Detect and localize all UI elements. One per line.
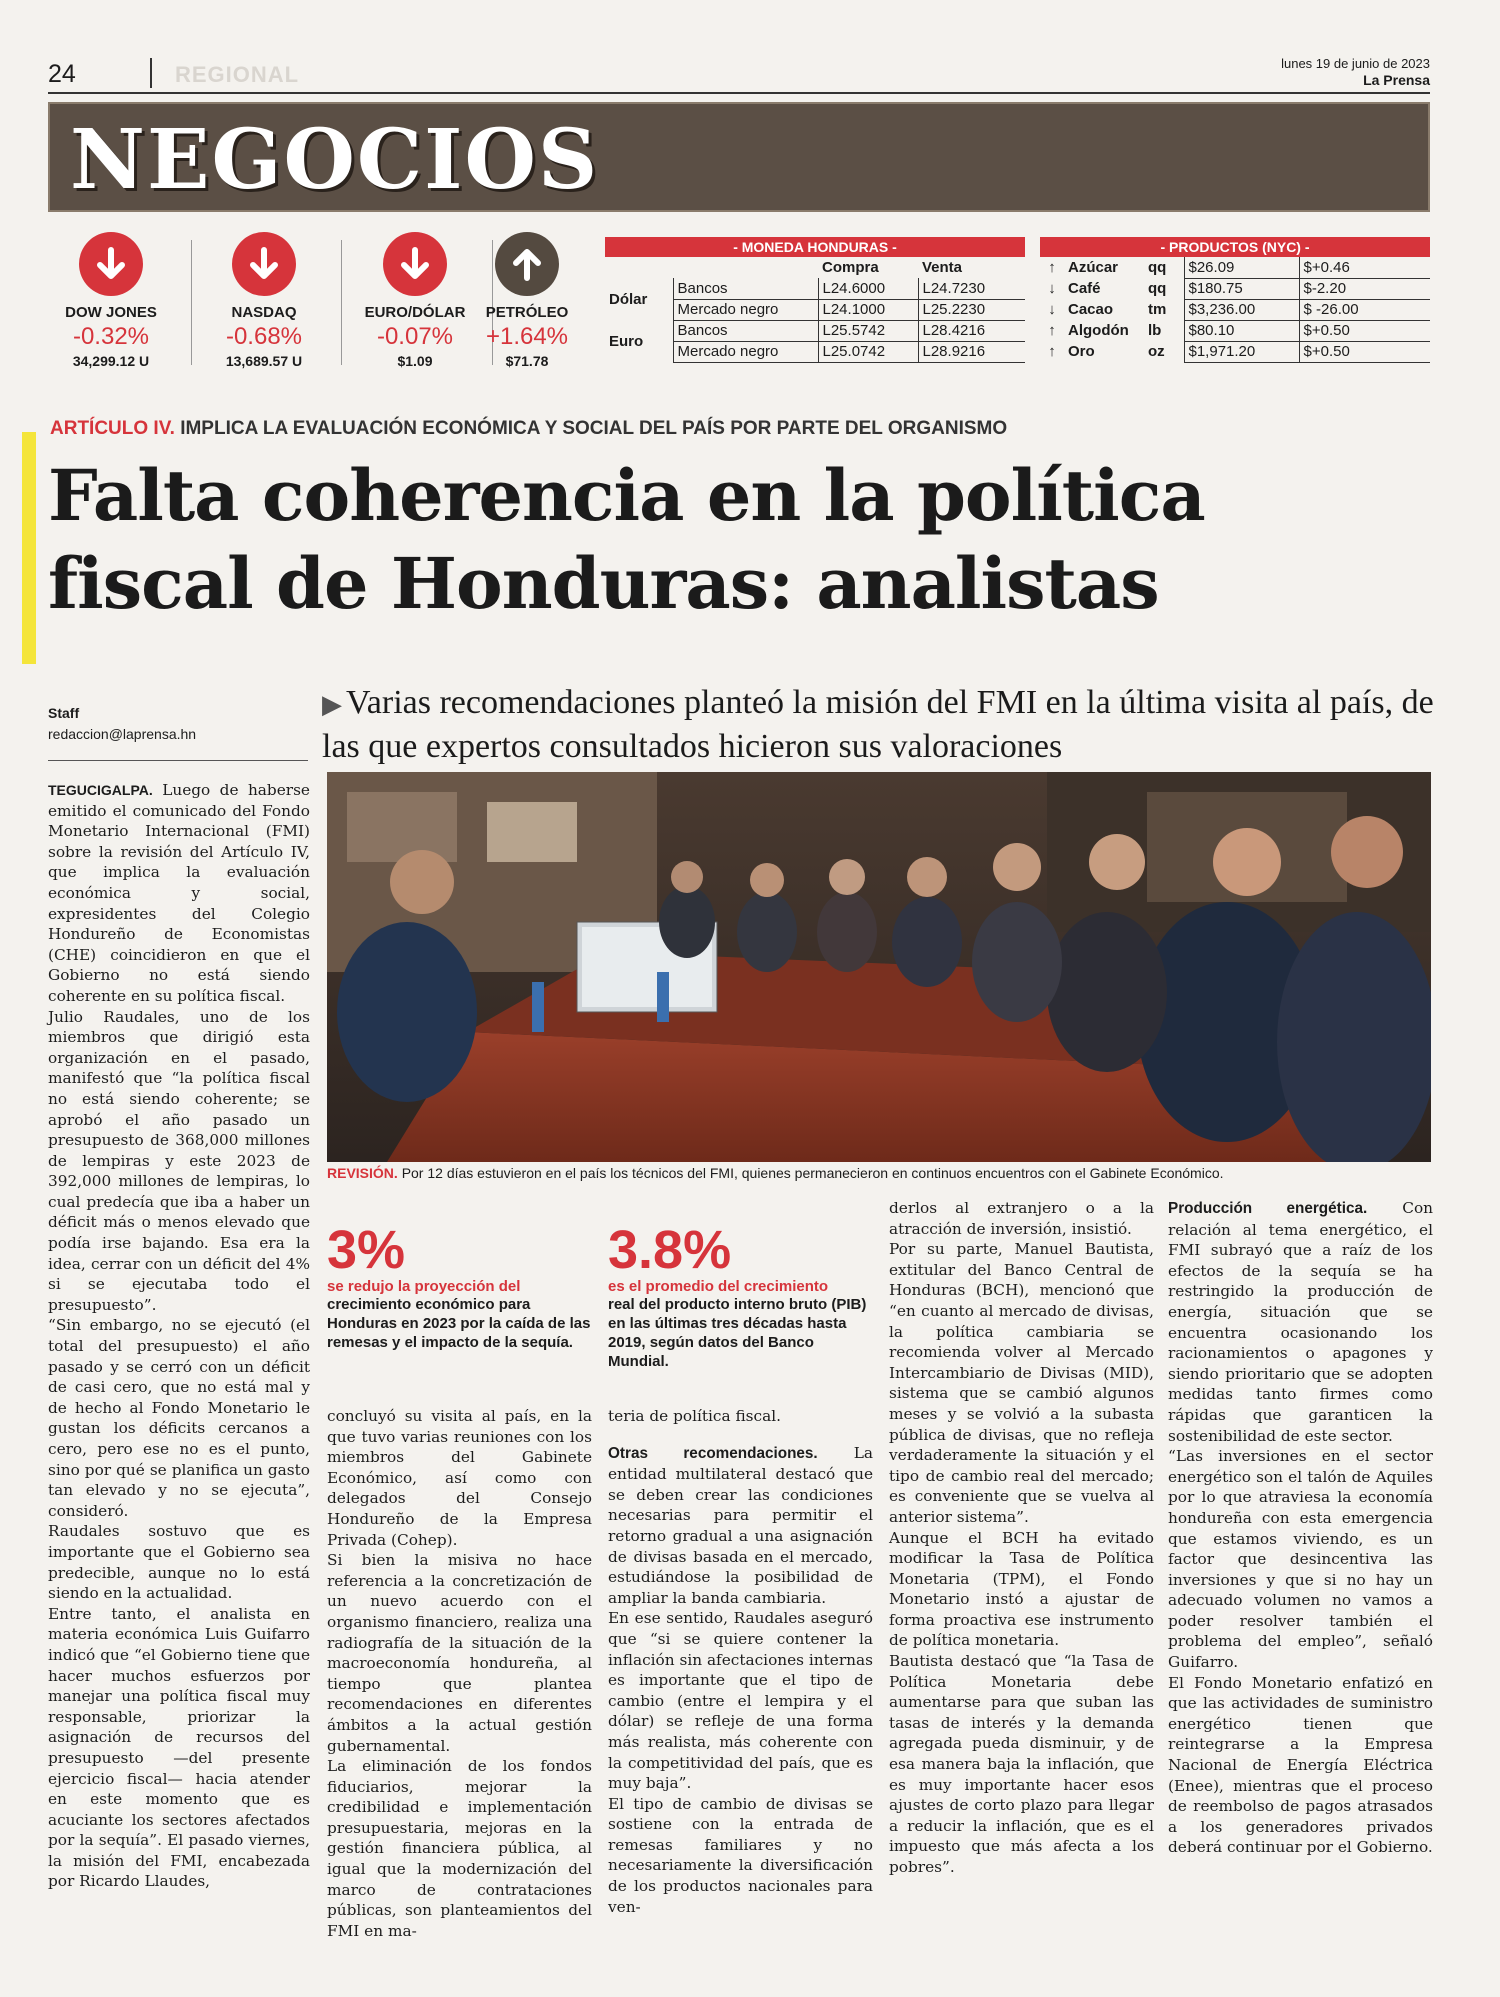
- paragraph: [48, 780, 310, 1007]
- paragraph: En ese sentido, Raudales aseguró que “si se quiere contener la inflación sin afectaciones internas es importante que el tipo de cambio (entre el lempira y el dólar) se refleje de una forma más realista, más coherente con la competitividad del país, que es muy baja”.: [608, 1609, 873, 1793]
- buy-value: L24.1000: [818, 299, 918, 320]
- kicker-text: IMPLICA LA EVALUACIÓN ECONÓMICA Y SOCIAL DEL PAÍS POR PARTE DEL ORGANISMO: [180, 418, 1008, 439]
- paragraph: Aunque el BCH ha evitado modificar la Tasa de Política Monetaria (TPM), el Fondo Monetario instó a ajustar de forma proactiva ese instrumento de política monetaria.: [889, 1528, 1154, 1650]
- product-name: Algodón: [1068, 322, 1129, 339]
- stat-number: 3.8%: [608, 1220, 732, 1280]
- paragraph-text: Luego de haberse emitido el comunicado del Fondo Monetario Internacional (FMI) sobre la revisión del Artículo IV, que implica la evaluación económica y social, expresidentes del Colegio Hondureño de Economistas (CHE) coincidieron en que el Gobierno no está siendo coherente en su política fiscal.: [48, 781, 310, 1005]
- table-row: [1040, 299, 1430, 320]
- product-change: $+0.50: [1299, 320, 1430, 341]
- article-deck: [322, 682, 1442, 768]
- arrow-down-icon: [79, 232, 143, 296]
- paper-name: La Prensa: [1363, 72, 1430, 88]
- indicator-value: 34,299.12 U: [72, 353, 150, 369]
- currency-name: Dólar: [609, 290, 648, 308]
- product-unit: oz: [1148, 343, 1165, 360]
- products-table: [1040, 237, 1430, 363]
- product-change: $+0.50: [1299, 341, 1430, 362]
- buy-header: Compra: [822, 259, 879, 276]
- article-column-1: [48, 780, 310, 1892]
- article-headline: [48, 452, 1448, 628]
- paragraph: Por su parte, Manuel Bautista, extitular del Banco Central de Honduras (BCH), mencionó que “en cuanto al mercado de divisas, la política cambiaria se recomienda volver al Mercado Intercambiario de Divisas (MID), sistema que se cambió algunos meses y se volvió a la subasta pública de divisas, que no refleja verdaderamente la situación y el tipo de cambio real del mercado; es conveniente que se vuelva al anterior sistema”.: [889, 1240, 1154, 1526]
- trend-arrow-icon: ↓: [1048, 301, 1056, 318]
- sell-value: L24.7230: [918, 278, 1025, 299]
- table-row: [1040, 320, 1430, 341]
- table-row: [1040, 278, 1430, 299]
- product-name: Oro: [1068, 343, 1095, 360]
- paragraph: [608, 1443, 873, 1609]
- indicator-change: -0.68%: [225, 323, 303, 350]
- paragraph: Entre tanto, el analista en materia económica Luis Guifarro indicó que “el Gobierno tiene que hacer muchos esfuerzos por manejar una política fiscal muy responsable, priorizar la asignación de recursos del presupuesto —del presente ejercicio fiscal— hacia atender en este momento que es acuciante los sectores afectados por la sequía”. El pasado viernes, la misión del FMI, encabezada por Ricardo Llaudes,: [48, 1604, 310, 1891]
- table-row: [605, 320, 1025, 341]
- issue-date: lunes 19 de junio de 2023: [1281, 56, 1430, 71]
- paragraph: concluyó su visita al país, en la que tuvo varias reuniones con los miembros del Gabinete Económico, así como con delegados del Consejo Hondureño de la Empresa Privada (Cohep).: [327, 1407, 592, 1549]
- subhead: Otras recomendaciones.: [608, 1444, 818, 1462]
- triangle-bullet-icon: ▶: [322, 690, 342, 719]
- paragraph: teria de política fiscal.: [608, 1407, 781, 1425]
- indicator-dow-jones: [36, 232, 186, 369]
- product-name: Café: [1068, 280, 1101, 297]
- indicator-change: -0.07%: [376, 323, 454, 350]
- product-change: $+0.46: [1299, 257, 1430, 278]
- product-name: Cacao: [1068, 301, 1114, 318]
- product-unit: qq: [1148, 280, 1167, 297]
- sell-value: L25.2230: [918, 299, 1025, 320]
- meeting-photo: [327, 772, 1431, 1162]
- paragraph-text: Con relación al tema energético, el FMI subrayó que a raíz de los efectos de la sequía se ha restringido la producción de energía, situación que se encuentra ocasionando los racionamientos o apagones y siendo prioritario que se adopten medidas tanto firmes como rápidas que garanticen la sostenibilidad de este sector.: [1168, 1199, 1433, 1445]
- trend-arrow-icon: ↑: [1048, 322, 1056, 339]
- stat-box: [327, 1222, 592, 1352]
- caption-label: REVISIÓN.: [327, 1165, 398, 1181]
- indicator-change: -0.32%: [72, 323, 150, 350]
- indicator-name: NASDAQ: [231, 304, 297, 321]
- highlighter-mark: [22, 432, 36, 664]
- paragraph: “Sin embargo, no se ejecutó (el total del presupuesto) el año pasado y se cerró con un déficit de casi cero, que no está mal y de hecho al Fondo Monetario le gustan los déficits cercanos a cero, pero ese no es el punto, sino por qué se planifica un gasto tan elevado y no se ejecuta”, consideró.: [48, 1316, 310, 1520]
- buy-value: L24.6000: [818, 278, 918, 299]
- paragraph: derlos al extranjero o a la atracción de inversión, insistió.: [889, 1199, 1154, 1238]
- page-number: 24: [48, 60, 76, 88]
- meeting-illustration: [327, 772, 1431, 1162]
- product-unit: qq: [1148, 259, 1167, 276]
- dateline: TEGUCIGALPA.: [48, 782, 153, 798]
- buy-value: L25.0742: [818, 341, 918, 362]
- article-column-2: [327, 1406, 592, 1941]
- sell-value: L28.4216: [918, 320, 1025, 341]
- paragraph: El Fondo Monetario enfatizó en que las actividades de suministro energético tienen que reintegrarse a la Empresa Nacional de Energía Eléctrica (Enee), mientras que el proceso de reembolso de pagos atrasados a los generadores privados deberá continuar por el Gobierno.: [1168, 1673, 1433, 1857]
- byline: Staff: [48, 705, 80, 721]
- market-name: Bancos: [673, 278, 818, 299]
- indicator-value: $1.09: [397, 353, 433, 369]
- stat-text: crecimiento económico para Honduras en 2023 por la caída de las remesas y el impacto de la sequía.: [327, 1296, 591, 1351]
- indicator-value: 13,689.57 U: [225, 353, 303, 369]
- paragraph: La eliminación de los fondos fiduciarios, mejorar la credibilidad e implementación presupuestaria, mejoras en la gestión financiera pública, al igual que la modernización del marco de contrataciones públicas, son planteamientos del FMI en ma-: [327, 1757, 592, 1940]
- show-through-text: REGIONAL: [175, 62, 300, 87]
- paragraph: El tipo de cambio de divisas se sostiene con la entrada de remesas familiares y no necesariamente la diversificación de los productos nacionales para ven-: [608, 1794, 873, 1916]
- buy-value: L25.5742: [818, 320, 918, 341]
- currency-name: Euro: [609, 332, 644, 350]
- stat-box: [608, 1222, 873, 1371]
- indicator-petroleo: [452, 232, 602, 369]
- byline-rule: [48, 760, 308, 761]
- paragraph: [1168, 1198, 1433, 1446]
- product-unit: tm: [1148, 301, 1167, 318]
- paragraph: Raudales sostuvo que es importante que el Gobierno sea predecible, aunque no lo está siendo en la actualidad.: [48, 1522, 310, 1603]
- table-row: [1040, 341, 1430, 362]
- header-rule: [48, 92, 1430, 94]
- subhead: Producción energética.: [1168, 1200, 1368, 1217]
- article-kicker: [50, 418, 1007, 440]
- arrow-down-icon: [232, 232, 296, 296]
- indicator-value: $71.78: [505, 353, 549, 369]
- trend-arrow-icon: ↑: [1048, 343, 1056, 360]
- indicator-name: DOW JONES: [65, 304, 157, 321]
- trend-arrow-icon: ↑: [1048, 259, 1056, 276]
- market-name: Mercado negro: [673, 299, 818, 320]
- arrow-up-icon: [495, 232, 559, 296]
- product-price: $180.75: [1184, 278, 1299, 299]
- product-name: Azúcar: [1068, 259, 1119, 276]
- stat-highlight: se redujo la proyección del: [327, 1278, 521, 1295]
- section-title: NEGOCIOS: [70, 112, 600, 208]
- trend-arrow-icon: ↓: [1048, 280, 1056, 297]
- products-table-title: - PRODUCTOS (NYC) -: [1040, 237, 1430, 257]
- photo-caption: [327, 1164, 1437, 1182]
- table-row: [605, 278, 1025, 299]
- paragraph: Julio Raudales, uno de los miembros que dirigió esta organización en el pasado, manifestó que “la política fiscal no está siendo coherente; se aprobó el año pasado un presupuesto de 368,000 millones de lempiras y este 2023 de 392,000 millones de lempiras, lo cual predecía que iba a haber un déficit más o menos elevado que podía irse bajando. Esa era la idea, cerrar con un déficit del 4% si se ejecutaba todo el presupuesto”.: [48, 1007, 310, 1314]
- indicator-name: PETRÓLEO: [485, 304, 569, 321]
- article-column-5: [1168, 1198, 1433, 1858]
- product-unit: lb: [1148, 322, 1162, 339]
- caption-text: Por 12 días estuvieron en el país los técnicos del FMI, quienes permanecieron en continuos encuentros con el Gabinete Económico.: [401, 1165, 1224, 1181]
- currency-table: [605, 237, 1025, 363]
- arrow-down-icon: [383, 232, 447, 296]
- header-divider: [150, 58, 152, 88]
- kicker-label: ARTÍCULO IV.: [50, 418, 175, 439]
- indicator-nasdaq: [189, 232, 339, 369]
- products-grid: [1040, 257, 1430, 363]
- table-row: [1040, 257, 1430, 278]
- section-banner: [48, 102, 1430, 212]
- deck-text: Varias recomendaciones planteó la misión del FMI en la última visita al país, de las que expertos consultados hicieron sus valoraciones: [322, 684, 1434, 765]
- product-change: $-2.20: [1299, 278, 1430, 299]
- paragraph: “Las inversiones en el sector energético son el talón de Aquiles por lo que atraviesa la economía hondureña con esta emergencia que estamos viviendo, es un factor que desincentiva las inversiones y que si no hay un adecuado volumen no vamos a poder resolver también el problema del empleo”, señaló Guifarro.: [1168, 1447, 1433, 1672]
- market-name: Mercado negro: [673, 341, 818, 362]
- stat-number: 3%: [327, 1220, 406, 1280]
- indicator-change: +1.64%: [485, 323, 569, 350]
- stat-highlight: es el promedio del crecimiento: [608, 1278, 829, 1295]
- stat-text: real del producto interno bruto (PIB) en las últimas tres décadas hasta 2019, según datos del Banco Mundial.: [608, 1296, 867, 1370]
- product-price: $1,971.20: [1184, 341, 1299, 362]
- paragraph: Si bien la misiva no hace referencia a la concretización de un nuevo acuerdo con el organismo financiero, realiza una radiografía de la situación de la macroeconomía hondureña, al tiempo que plantea recomendaciones en diferentes ámbitos a la actual gestión gubernamental.: [327, 1551, 592, 1755]
- headline-line: Falta coherencia en la política: [48, 454, 1205, 537]
- currency-table-title: - MONEDA HONDURAS -: [605, 237, 1025, 257]
- sell-value: L28.9216: [918, 341, 1025, 362]
- market-name: Bancos: [673, 320, 818, 341]
- byline-email: redaccion@laprensa.hn: [48, 726, 197, 742]
- article-column-3: [608, 1406, 873, 1917]
- headline-line: fiscal de Honduras: analistas: [48, 542, 1159, 625]
- product-price: $3,236.00: [1184, 299, 1299, 320]
- sell-header: Venta: [922, 259, 963, 276]
- paragraph: Bautista destacó que “la Tasa de Política Monetaria debe aumentarse para que suban las tasas de interés y la demanda agregada pueda disminuir, y de esa manera baja la inflación, que es muy importante hacer esos ajustes de corto plazo para llegar a reducir la inflación, que es el impuesto que más afecta a los pobres”.: [889, 1652, 1154, 1876]
- product-change: $ -26.00: [1299, 299, 1430, 320]
- indicator-name: EURO/DÓLAR: [364, 304, 466, 321]
- currency-grid: [605, 257, 1025, 363]
- article-column-4: [889, 1198, 1154, 1878]
- product-price: $80.10: [1184, 320, 1299, 341]
- product-price: $26.09: [1184, 257, 1299, 278]
- paragraph-text: La entidad multilateral destacó que se deben crear las condiciones necesarias para permitir el retorno gradual a una asignación de divisas basada en el mercado, estudiándose la posibilidad de ampliar la banda cambiaria.: [608, 1443, 873, 1607]
